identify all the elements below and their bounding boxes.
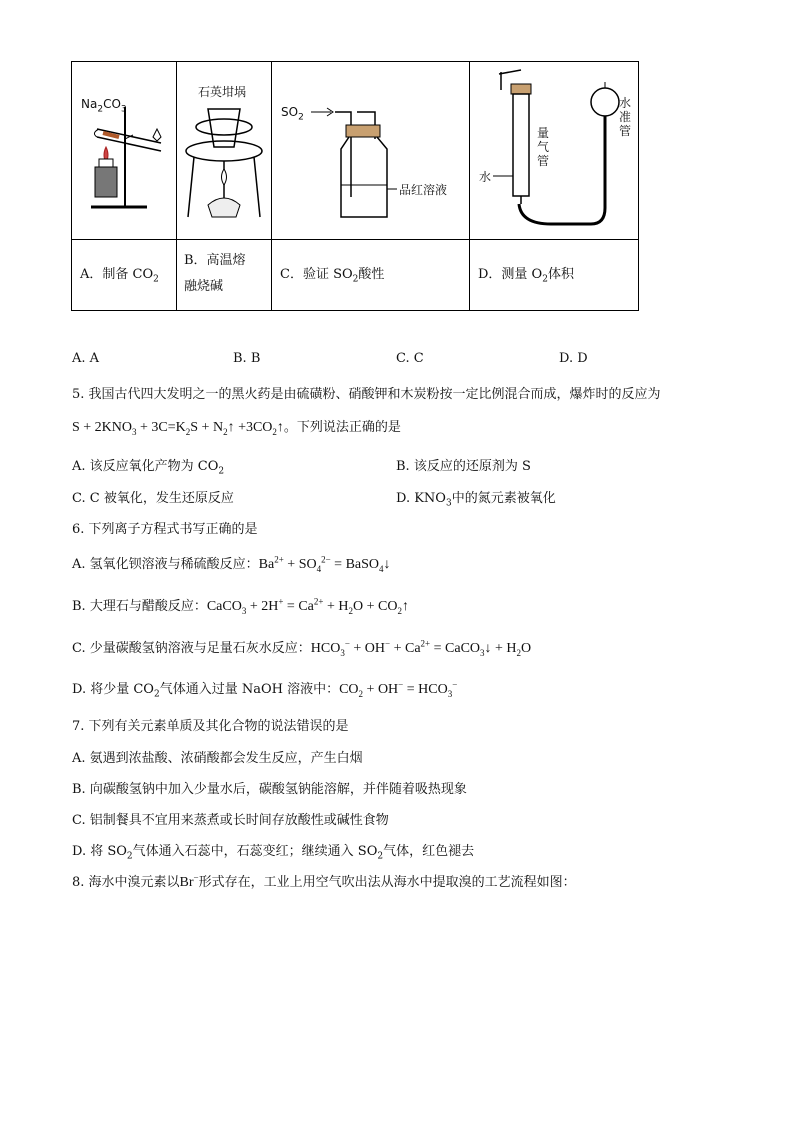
q6-option-a[interactable]: A. 氢氧化钡溶液与稀硫酸反应：$Ba^{2+} + SO_4^{2-}$ = BaSO$_4$↓	[72, 554, 391, 574]
figure-a-heating-tube	[77, 67, 172, 235]
q5-equation: $S + 2KNO_3 + 3C=K_2S$ + $N_2↑$ $+3CO_2↑$。下列说法正确的是	[72, 420, 401, 437]
caption-a: A．制备 $CO_2$	[80, 267, 159, 285]
q5-stem: 5. 我国古代四大发明之一的黑火药是由硫磺粉、硝酸钾和木炭粉按一定比例混合而成，爆炸时的反应为	[72, 387, 661, 402]
q4-option-d[interactable]: D. D	[559, 351, 588, 366]
pinhong-label: 品红溶液	[399, 183, 448, 197]
figure-d-gas-burette	[471, 64, 639, 236]
q7-option-c[interactable]: C. 铝制餐具不宜用来蒸煮或长时间存放酸性或碱性食物	[72, 813, 389, 828]
leveling-tube-label: 水 准 管	[619, 96, 632, 138]
apparatus-table	[71, 61, 639, 311]
q5-option-a[interactable]: A. 该反应氧化产物为 $CO_2$	[72, 459, 225, 477]
water-label: 水	[479, 170, 492, 184]
q6-option-b[interactable]: B. 大理石与醋酸反应：CaCO$_3$ + $2H^+ = Ca^{2+} + H_2O$ + $CO_2↑$	[72, 596, 409, 616]
caption-d: D．测量 $O_2$体积	[478, 267, 574, 285]
q4-option-a[interactable]: A. A	[72, 351, 100, 366]
q7-option-d[interactable]: D. 将 $SO_2$气体通入石蕊中，石蕊变红；继续通入 $SO_2$气体，红色褪去	[72, 844, 475, 862]
burette-label: 量 气 管	[537, 126, 550, 168]
q5-option-b[interactable]: B. 该反应的还原剂为 S	[396, 459, 531, 474]
q7-option-a[interactable]: A. 氨遇到浓盐酸、浓硝酸都会发生反应，产生白烟	[72, 751, 363, 766]
so2-label: $SO_2$	[281, 105, 304, 123]
q5-option-c[interactable]: C. C 被氧化，发生还原反应	[72, 491, 234, 506]
q6-option-c[interactable]: C. 少量碳酸氢钠溶液与足量石灰水反应：$HCO_3^- + OH^- + Ca^{2+}$ = CaCO$_3$↓ + $H_2O$	[72, 638, 532, 658]
q7-stem: 7. 下列有关元素单质及其化合物的说法错误的是	[72, 719, 349, 734]
q4-option-c[interactable]: C. C	[396, 351, 424, 366]
q6-stem: 6. 下列离子方程式书写正确的是	[72, 522, 258, 537]
figure-b-crucible	[178, 67, 270, 235]
caption-c: C．验证 $SO_2$酸性	[280, 267, 385, 285]
crucible-label: 石英坩埚	[198, 85, 247, 99]
q7-option-b[interactable]: B. 向碳酸氢钠中加入少量水后，碳酸氢钠能溶解，并伴随着吸热现象	[72, 782, 467, 797]
q6-option-d[interactable]: D. 将少量 $CO_2$气体通入过量 NaOH 溶液中：$CO_2 + OH^- = HCO_3^-$	[72, 679, 458, 700]
q8-stem: 8. 海水中溴元素以Br−形式存在，工业上用空气吹出法从海水中提取溴的工艺流程如图：	[72, 872, 576, 890]
q4-option-b[interactable]: B. B	[233, 351, 261, 366]
caption-b: B．高温熔 融烧碱	[184, 253, 246, 294]
na2co3-label: $Na_2CO_3$	[81, 97, 127, 115]
figure-c-wash-bottle	[273, 67, 467, 235]
q5-option-d[interactable]: D. $KNO_3$中的氮元素被氧化	[396, 491, 556, 509]
